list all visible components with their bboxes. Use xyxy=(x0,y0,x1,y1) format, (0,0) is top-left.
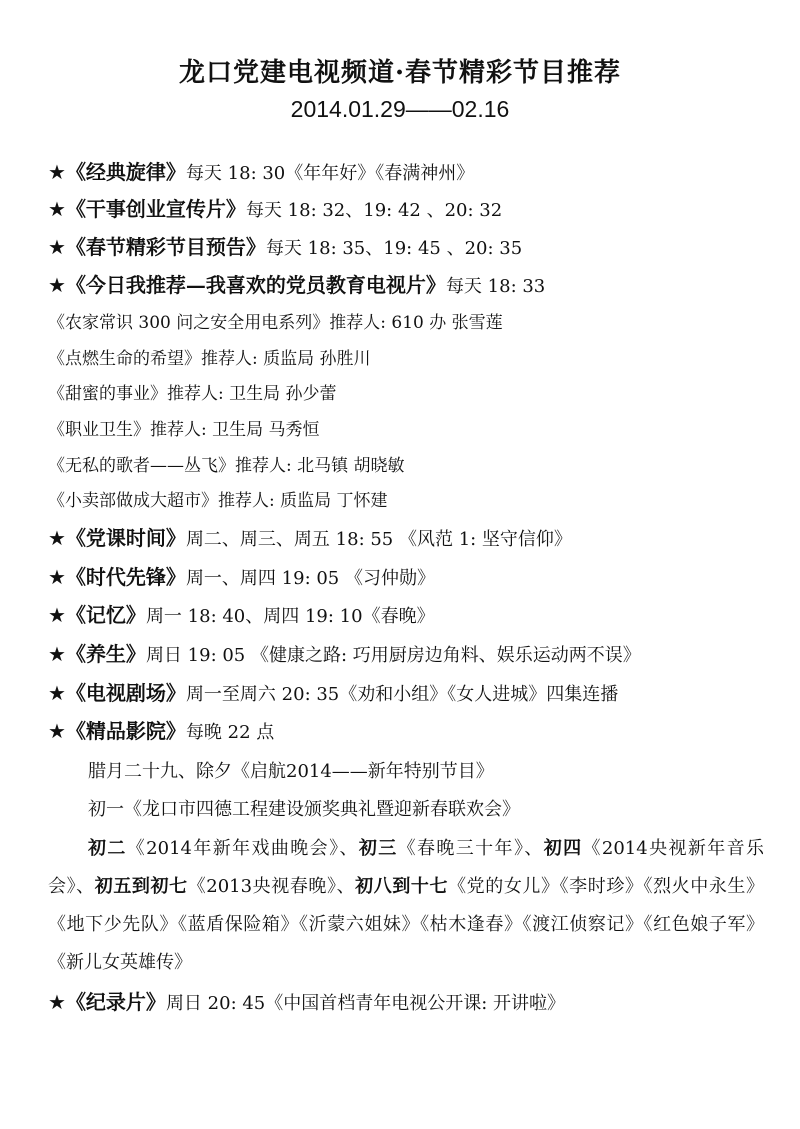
program-item xyxy=(48,565,435,591)
program-name: 《今日我推荐—我喜欢的党员教育电视片》 xyxy=(65,273,446,297)
schedule-day-label: 初五到初七 xyxy=(94,876,188,897)
star-icon: ★ xyxy=(48,273,66,297)
recommendation-item: 《职业卫生》推荐人: 卫生局 马秀恒 xyxy=(48,420,320,440)
schedule-day-label: 初八到十七 xyxy=(355,876,449,897)
program-name: 《党课时间》 xyxy=(65,526,186,550)
program-name: 《记忆》 xyxy=(65,603,146,627)
cinema-schedule-paragraph xyxy=(48,830,764,982)
star-icon: ★ xyxy=(48,603,66,627)
program-name: 《春节精彩节目预告》 xyxy=(65,235,266,259)
program-detail: 周一、周四 19: 05 《习仲勋》 xyxy=(185,568,435,589)
program-item xyxy=(48,160,474,186)
recommendation-item: 《点燃生命的希望》推荐人: 质监局 孙胜川 xyxy=(48,349,371,369)
program-name: 《养生》 xyxy=(65,642,146,666)
program-item xyxy=(48,719,274,745)
program-item xyxy=(48,526,572,552)
program-detail: 每天 18: 33 xyxy=(445,276,546,297)
star-icon: ★ xyxy=(48,990,66,1014)
star-icon: ★ xyxy=(48,160,66,184)
star-icon: ★ xyxy=(48,235,66,259)
star-icon: ★ xyxy=(48,526,66,550)
star-icon: ★ xyxy=(48,565,66,589)
program-detail: 每晚 22 点 xyxy=(185,722,275,743)
recommendation-item: 《农家常识 300 问之安全用电系列》推荐人: 610 办 张雪莲 xyxy=(48,313,503,333)
program-detail: 周一 18: 40、周四 19: 10《春晚》 xyxy=(145,606,435,627)
star-icon: ★ xyxy=(48,197,66,221)
recommendation-item: 《甜蜜的事业》推荐人: 卫生局 孙少蕾 xyxy=(48,384,337,404)
schedule-day-text: 《党的女儿》《李时珍》《烈火中永生》《地下少先队》《蓝盾保险箱》《沂蒙六姐妹》《枯木逢春》《渡江侦察记》《红色娘子军》《新儿女英雄传》 xyxy=(48,876,765,973)
page-title: 龙口党建电视频道·春节精彩节目推荐 xyxy=(178,58,622,88)
program-name: 《纪录片》 xyxy=(65,990,166,1014)
program-item xyxy=(48,990,565,1016)
program-item xyxy=(48,197,502,223)
program-item xyxy=(48,681,618,707)
program-item xyxy=(48,642,641,668)
program-item xyxy=(48,235,522,261)
recommendation-item: 《小卖部做成大超市》推荐人: 质监局 丁怀建 xyxy=(48,491,388,511)
program-item xyxy=(48,273,545,299)
program-detail: 每天 18: 30《年年好》《春满神州》 xyxy=(185,163,475,184)
schedule-day-text: 《2014央视新年音乐会》、 xyxy=(48,838,765,897)
schedule-day-label: 初二 xyxy=(88,838,127,859)
program-name: 《电视剧场》 xyxy=(65,681,186,705)
program-name: 《经典旋律》 xyxy=(65,160,186,184)
program-name: 《时代先锋》 xyxy=(65,565,186,589)
schedule-day-text: 《2014年新年戏曲晚会》、 xyxy=(126,838,359,859)
program-detail: 周二、周三、周五 18: 55 《风范 1: 坚守信仰》 xyxy=(185,529,572,550)
program-detail: 周日 20: 45《中国首档青年电视公开课: 开讲啦》 xyxy=(165,993,566,1014)
program-detail: 每天 18: 32、19: 42 、20: 32 xyxy=(245,200,503,221)
schedule-day-text: 《春晚三十年》、 xyxy=(397,838,544,859)
program-detail: 每天 18: 35、19: 45 、20: 35 xyxy=(265,238,523,259)
star-icon: ★ xyxy=(48,719,66,743)
cinema-schedule-line: 初一《龙口市四德工程建设颁奖典礼暨迎新春联欢会》 xyxy=(88,799,520,820)
schedule-day-label: 初三 xyxy=(358,838,398,859)
program-detail: 周日 19: 05 《健康之路: 巧用厨房边角料、娱乐运动两不误》 xyxy=(145,645,641,666)
program-detail: 周一至周六 20: 35《劝和小组》《女人进城》四集连播 xyxy=(185,684,619,705)
schedule-day-label: 初四 xyxy=(543,838,583,859)
recommendation-item: 《无私的歌者——丛飞》推荐人: 北马镇 胡晓敏 xyxy=(48,456,405,476)
program-name: 《精品影院》 xyxy=(65,719,186,743)
schedule-day-text: 《2013央视春晚》、 xyxy=(187,876,356,897)
cinema-schedule-line: 腊月二十九、除夕《启航2014——新年特别节目》 xyxy=(88,761,494,782)
program-item xyxy=(48,603,435,629)
star-icon: ★ xyxy=(48,681,66,705)
program-name: 《干事创业宣传片》 xyxy=(65,197,246,221)
star-icon: ★ xyxy=(48,642,66,666)
date-range: 2014.01.29——02.16 xyxy=(290,96,510,122)
